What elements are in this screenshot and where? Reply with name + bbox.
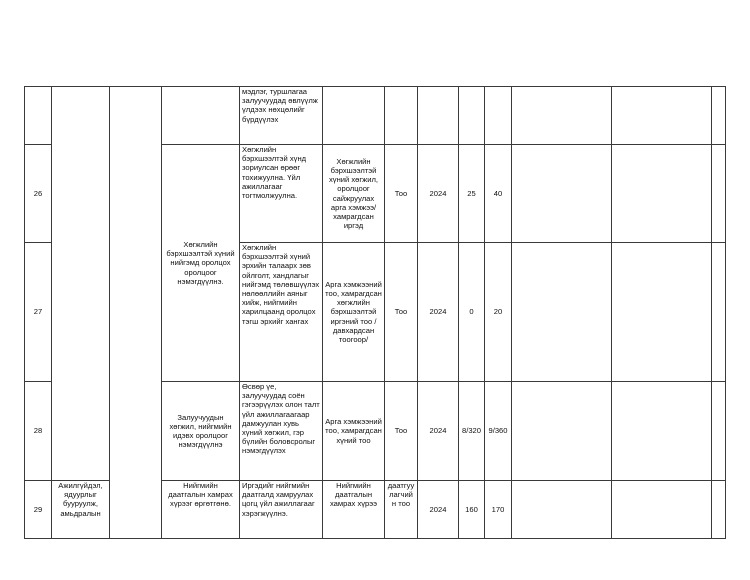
target-cell: 40 — [485, 145, 512, 243]
year-cell: 2024 — [418, 145, 459, 243]
plan-table — [24, 86, 726, 539]
year-cell: 2024 — [418, 481, 459, 539]
year-cell — [418, 87, 459, 145]
unit-cell: даатгуулагчийн тоо — [385, 481, 418, 539]
objective-cell: Нийгмийн даатгалын хамрах хүрээг өргөтгөнө. — [162, 481, 240, 539]
extra-cell — [712, 481, 726, 539]
target-cell: 20 — [485, 243, 512, 382]
activity-cell: мэдлэг, туршлагаа залуучуудад өвлүүлж үлдээх нөхцөлийг бүрдүүлэх — [240, 87, 323, 145]
target-cell: 170 — [485, 481, 512, 539]
extra-cell — [512, 382, 612, 481]
objective-cell — [162, 87, 240, 145]
goal-cell — [52, 87, 110, 481]
baseline-cell — [459, 87, 485, 145]
unit-cell: Тоо — [385, 145, 418, 243]
year-cell: 2024 — [418, 382, 459, 481]
objective-cell: Хөгжлийн бэрхшээлтэй хүний нийгэмд оролцох оролцоог нэмэгдүүлнэ. — [162, 145, 240, 382]
extra-cell — [712, 243, 726, 382]
extra-cell — [712, 87, 726, 145]
target-cell: 9/360 — [485, 382, 512, 481]
row-number-cell: 26 — [25, 145, 52, 243]
extra-cell — [612, 243, 712, 382]
unit-cell: Тоо — [385, 382, 418, 481]
goal-cell: Ажилгүйдэл, ядуурлыг бууруулж, амьдралын — [52, 481, 110, 539]
extra-cell — [512, 481, 612, 539]
indicator-cell: Арга хэмжээний тоо, хамрагдсан хүний тоо — [323, 382, 385, 481]
indicator-cell: Нийгмийн даатгалын хамрах хүрээ — [323, 481, 385, 539]
table-row — [25, 87, 726, 145]
unit-cell: Тоо — [385, 243, 418, 382]
extra-cell — [712, 145, 726, 243]
row-number-cell — [25, 87, 52, 145]
extra-cell — [612, 87, 712, 145]
extra-cell — [612, 481, 712, 539]
activity-cell: Өсвөр үе, залуучуудад соён гэгээрүүлэх олон талт үйл ажиллагаагаар дамжуулан хувь хүний хөгжил, гэр бүлийн боловсролыг нэмэгдүүлэх — [240, 382, 323, 481]
row-number-cell: 28 — [25, 382, 52, 481]
objective-cell: Залуучуудын хөгжил, нийгмийн идэвх оролцоог нэмэгдүүлнэ — [162, 382, 240, 481]
target-cell — [485, 87, 512, 145]
extra-cell — [512, 243, 612, 382]
indicator-cell: Арга хэмжээний тоо, хамрагдсан хөгжлийн бэрхшээлтэй иргэний тоо /давхардсан тоогоор/ — [323, 243, 385, 382]
extra-cell — [512, 87, 612, 145]
extra-cell — [612, 145, 712, 243]
year-cell: 2024 — [418, 243, 459, 382]
extra-cell — [712, 382, 726, 481]
indicator-cell: Хөгжлийн бэрхшээлтэй хүний хөгжил, оролцоог сайжруулах арга хэмжээ/ хамрагдсан иргэд — [323, 145, 385, 243]
row-number-cell: 27 — [25, 243, 52, 382]
unit-cell — [385, 87, 418, 145]
baseline-cell: 160 — [459, 481, 485, 539]
activity-cell: Иргэдийг нийгмийн даатгалд хамруулах цогц үйл ажиллагааг хэрэгжүүлнэ. — [240, 481, 323, 539]
extra-cell — [512, 145, 612, 243]
activity-cell: Хөгжлийн бэрхшээлтэй хүний эрхийн талаарх зөв ойлголт, хандлагыг нийгэмд төлөвшүүлэх нөлөөллийн аяныг хийж, нийгмийн харилцаанд оролцох тэгш эрхийг хангах — [240, 243, 323, 382]
extra-cell — [612, 382, 712, 481]
activity-cell: Хөгжлийн бэрхшээлтэй хүнд зориулсан өрөөг тохижуулна. Үйл ажиллагааг тогтмолжуулна. — [240, 145, 323, 243]
empty-column-cell — [110, 87, 162, 539]
baseline-cell: 8/320 — [459, 382, 485, 481]
baseline-cell: 25 — [459, 145, 485, 243]
baseline-cell: 0 — [459, 243, 485, 382]
row-number-cell: 29 — [25, 481, 52, 539]
indicator-cell — [323, 87, 385, 145]
